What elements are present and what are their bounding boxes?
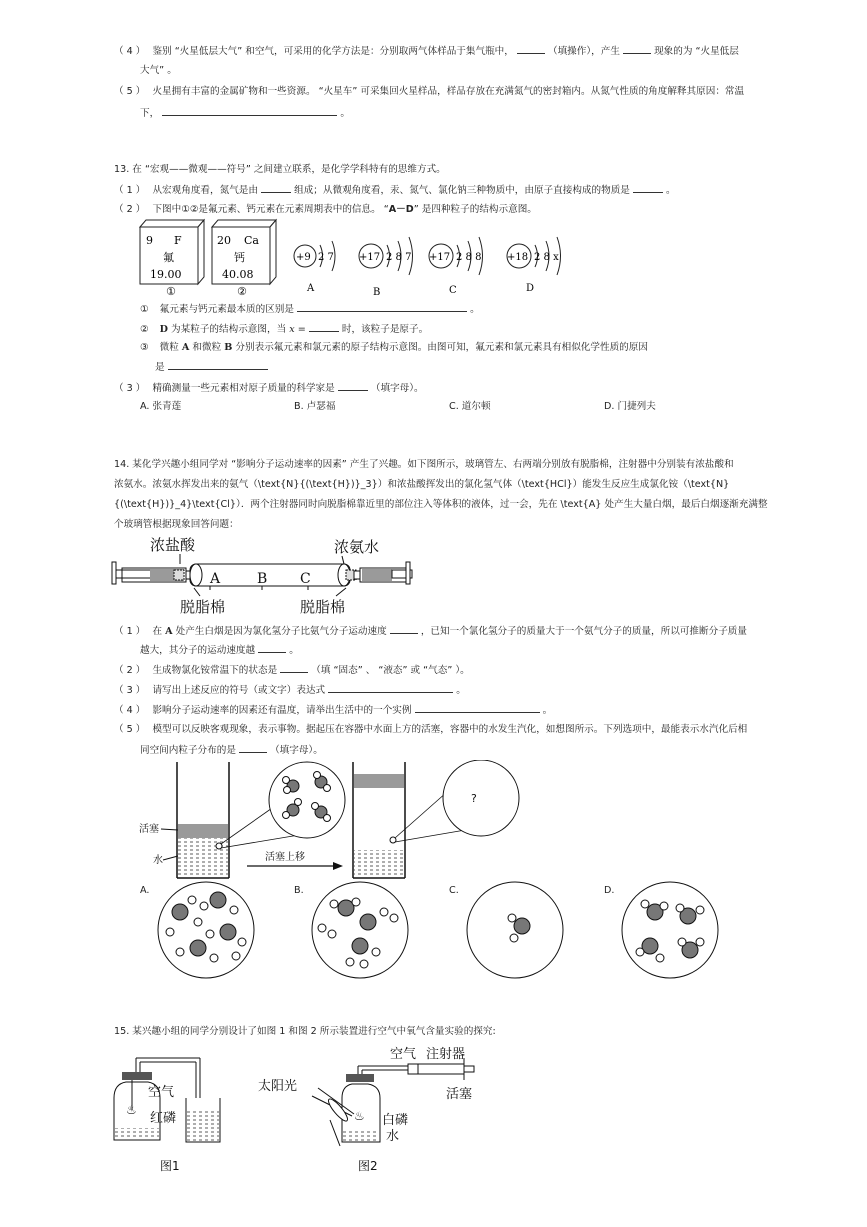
choice-label-a[interactable]: A. xyxy=(140,885,150,896)
q14-part3: （ 3 ） 请写出上述反应的符号（或文字）表达式 。 xyxy=(114,685,466,696)
answer-blank[interactable] xyxy=(261,183,291,193)
element-symbol: Ca xyxy=(244,234,259,247)
answer-blank[interactable] xyxy=(162,106,337,116)
periodic-cell-fluorine xyxy=(140,220,204,298)
atom-diagram-D xyxy=(507,237,561,294)
q12-part4-line1: （ 4 ） 鉴别 “火星低层大气” 和空气，可采用的化学方法是：分别取两气体样品于集气瓶中， （填操作），产生 现象的为 “火星低层 xyxy=(114,46,739,57)
element-structure-figure xyxy=(130,215,590,300)
atomic-mass: 19.00 xyxy=(150,268,182,281)
choice-b-circle[interactable] xyxy=(312,882,408,978)
atomic-number: 20 xyxy=(217,234,231,247)
fig2-caption: 图2 xyxy=(358,1159,378,1173)
flame-icon: ♨ xyxy=(126,1103,137,1117)
svg-text:+18: +18 xyxy=(507,252,529,263)
q13-title: 13. 在 “宏观——微观——符号” 之间建立联系，是化学学科特有的思维方式。 xyxy=(114,164,446,175)
water-label: 水 xyxy=(153,855,163,866)
piston-label: 活塞 xyxy=(139,824,159,835)
svg-text:D: D xyxy=(526,283,535,294)
choice-a-circle[interactable] xyxy=(158,882,254,978)
cell-label: ① xyxy=(166,285,176,298)
q14-part5-line1: （ 5 ） 模型可以反映客观现象，表示事物。据起压在容器中水面上方的活塞，容器中的水发生汽化，如想图所示。下列选项中，最能表示水汽化后相 xyxy=(114,724,748,735)
atom-diagram-C xyxy=(429,237,483,296)
answer-choice-figures xyxy=(150,880,730,980)
periodic-cell-calcium xyxy=(212,220,276,298)
answer-blank[interactable] xyxy=(309,322,339,332)
q13-part1: （ 1 ） 从宏观角度看，氮气是由 组成；从微观角度看，汞、氮气、氯化钠三种物质中，由原子直接构成的物质是 。 xyxy=(114,185,676,196)
zoom-circle-after xyxy=(443,760,519,836)
cell-label: ② xyxy=(237,285,247,298)
point-a-label: A xyxy=(210,571,221,587)
question-mark: ? xyxy=(471,792,477,805)
svg-text:+17: +17 xyxy=(429,252,451,263)
fig1-caption: 图1 xyxy=(160,1159,180,1173)
q13-sub2: ② D 为某粒子的结构示意图，当 x = 时，该粒子是原子。 xyxy=(140,324,429,335)
hcl-label: 浓盐酸 xyxy=(150,536,196,554)
q14-intro-line4: 个玻璃管根据现象回答问题： xyxy=(114,519,239,530)
cotton-right-label: 脱脂棉 xyxy=(300,598,346,616)
q13-sub3: ③ 微粒 A 和微粒 B 分别表示氟元素和氯元素的原子结构示意图。由图可知，氟元素和氯元素具有相似化学性质的原因 xyxy=(140,342,648,353)
svg-text:A: A xyxy=(307,283,315,294)
svg-text:2 8 x: 2 8 x xyxy=(534,252,559,263)
q12-part5-line2: 下， 。 xyxy=(140,108,350,119)
atom-diagram-B xyxy=(359,237,413,298)
ammonia-label: 浓氨水 xyxy=(334,538,380,556)
glass-tube xyxy=(174,564,356,590)
figure2-apparatus xyxy=(258,1046,474,1173)
q14-intro-line1: 14. 某化学兴趣小组同学对 “影响分子运动速率的因素” 产生了兴趣。如下图所示，玻璃管左、右两端分别放有脱脂棉，注射器中分别装有浓盐酸和 xyxy=(114,459,734,470)
fig2-water-label: 水 xyxy=(386,1129,400,1144)
answer-blank[interactable] xyxy=(390,624,418,634)
syringe-label: 注射器 xyxy=(426,1047,466,1062)
fig1-air-label: 空气 xyxy=(148,1085,175,1100)
right-syringe xyxy=(354,562,412,584)
glass-tube-figure xyxy=(110,530,420,618)
q13-sub1: ① 氟元素与钙元素最本质的区别是 。 xyxy=(140,304,480,315)
choice-c-circle[interactable] xyxy=(467,882,563,978)
q13-part2: （ 2 ） 下图中①②是氟元素、钙元素在元素周期表中的信息。 “A－D” 是四种粒子的结构示意图。 xyxy=(114,204,537,215)
q14-intro-line2: 浓氨水。浓氨水挥发出来的氨气（\text{N}{(\text{H})}_3}）和浓盐酸挥发出的氯化氢气体（\text{HCl}）能发生反应生成氯化铵（\text{N} xyxy=(114,479,730,490)
answer-blank[interactable] xyxy=(415,703,540,713)
q14-part2: （ 2 ） 生成物氯化铵常温下的状态是 （填 “固态” 、 “液态” 或 “气态” ）。 xyxy=(114,665,470,676)
q14-intro-line3: {(\text{H})}_4}\text{Cl}）．两个注射器同时向脱脂棉靠近里的部位注入等体积的液体，过一会，先在 \text{A} 处产生大量白烟，最后白烟逐渐充满整 xyxy=(114,499,768,510)
answer-blank[interactable] xyxy=(168,360,268,370)
choice-d-circle[interactable] xyxy=(622,882,718,978)
svg-text:+17: +17 xyxy=(359,252,381,263)
svg-text:2 8 8: 2 8 8 xyxy=(456,252,482,263)
svg-text:2 7: 2 7 xyxy=(318,252,334,263)
cotton-left-label: 脱脂棉 xyxy=(180,598,226,616)
answer-blank[interactable] xyxy=(239,743,267,753)
answer-blank[interactable] xyxy=(633,183,663,193)
element-name: 氟 xyxy=(163,251,174,264)
q15-title: 15. 某兴趣小组的同学分别设计了如图 1 和图 2 所示装置进行空气中氧气含量实验的探究: xyxy=(114,1026,496,1037)
q14-part4: （ 4 ） 影响分子运动速率的因素还有温度，请举出生活中的一个实例 。 xyxy=(114,705,553,716)
zoom-circle-before xyxy=(269,762,345,838)
q13-sub3-line2: 是 xyxy=(155,360,268,374)
choice-label-d[interactable]: D. xyxy=(604,885,615,896)
answer-blank[interactable] xyxy=(517,44,545,54)
point-b-label: B xyxy=(257,571,268,587)
answer-blank[interactable] xyxy=(338,381,368,391)
svg-text:B: B xyxy=(373,287,381,298)
fig2-air-label: 空气 xyxy=(390,1047,417,1062)
svg-text:+9: +9 xyxy=(296,252,311,263)
q12-part5-line1: （ 5 ） 火星拥有丰富的金属矿物和一些资源。 “火星车” 可采集回火星样品，样品存放在充满氮气的密封箱内。从氮气性质的角度解释其原因：常温 xyxy=(114,86,745,97)
atomic-number: 9 xyxy=(146,234,153,247)
answer-blank[interactable] xyxy=(297,302,467,312)
atomic-mass: 40.08 xyxy=(222,268,254,281)
white-phosphorus-label: 白磷 xyxy=(382,1113,409,1128)
q13-option-b[interactable]: B. 卢瑟福 xyxy=(294,401,336,412)
q14-part1-line2: 越大，其分子的运动速度越 。 xyxy=(140,645,299,656)
svg-text:C: C xyxy=(449,285,457,296)
svg-text:2 8 7: 2 8 7 xyxy=(386,252,412,263)
answer-blank[interactable] xyxy=(623,44,651,54)
fig2-piston-label: 活塞 xyxy=(446,1087,473,1102)
choice-label-c[interactable]: C. xyxy=(449,885,459,896)
fig1-phosphorus-label: 红磷 xyxy=(150,1111,177,1126)
figure1-apparatus xyxy=(114,1058,220,1173)
q14-part1-line1: （ 1 ） 在 A 处产生白烟是因为氯化氢分子比氨气分子运动速度 ，已知一个氯化氢分子的质量大于一个氨气分子的质量，所以可推断分子质量 xyxy=(114,626,747,637)
q14-part5-line2: 同空间内粒子分布的是 （填字母）。 xyxy=(140,745,323,756)
q13-option-d[interactable]: D. 门捷列夫 xyxy=(604,401,656,412)
answer-blank[interactable] xyxy=(258,643,286,653)
sunlight-label: 太阳光 xyxy=(258,1079,298,1094)
element-name: 钙 xyxy=(234,251,245,264)
vaporization-figure xyxy=(135,760,555,880)
choice-label-b[interactable]: B. xyxy=(294,885,304,896)
atom-diagram-A xyxy=(294,241,335,294)
arrow-label: 活塞上移 xyxy=(265,852,305,863)
q13-option-a[interactable]: A. 张青莲 xyxy=(140,401,182,412)
answer-blank[interactable] xyxy=(280,663,308,673)
oxygen-experiment-figure xyxy=(108,1038,478,1178)
q13-part3: （ 3 ） 精确测量一些元素相对原子质量的科学家是 （填字母）。 xyxy=(114,383,424,394)
point-c-label: C xyxy=(300,571,311,587)
element-symbol: F xyxy=(174,234,182,247)
q12-part4-line2: 大气” 。 xyxy=(140,65,177,76)
flame-icon: ♨ xyxy=(354,1109,365,1123)
q13-option-c[interactable]: C. 道尔顿 xyxy=(449,401,491,412)
answer-blank[interactable] xyxy=(328,683,453,693)
